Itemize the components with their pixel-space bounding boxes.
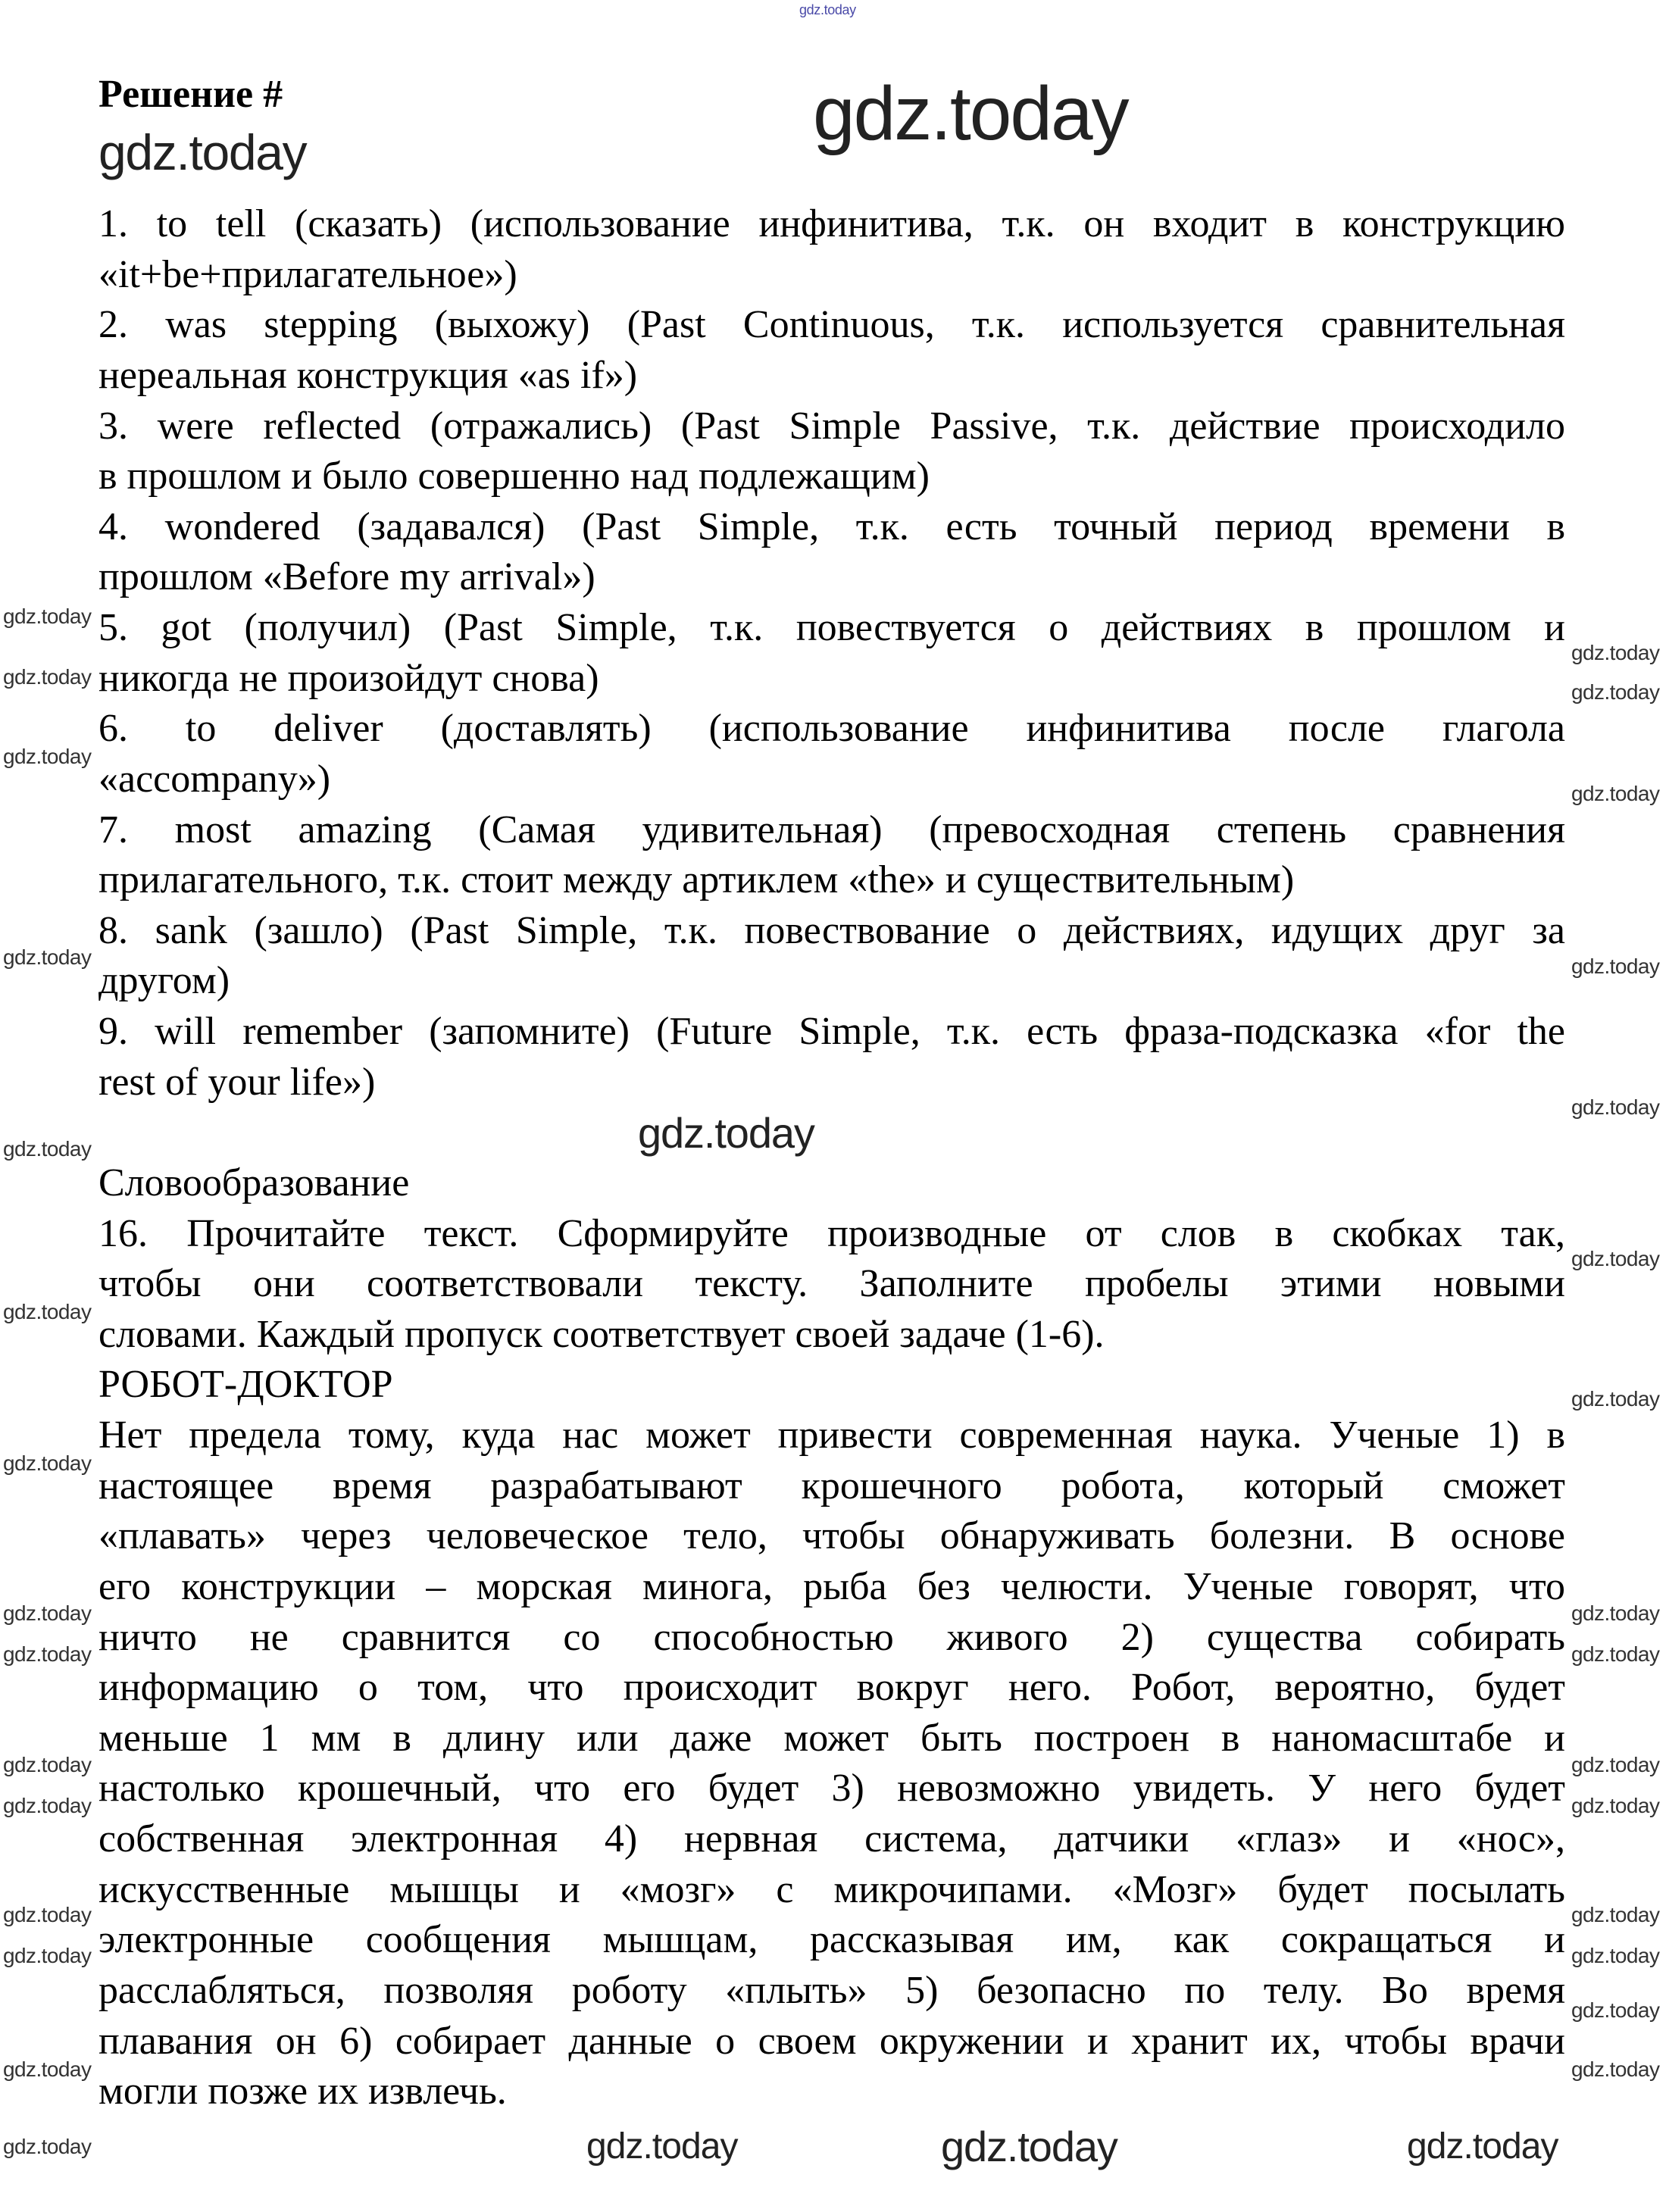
watermark: gdz.today — [3, 605, 92, 628]
text-line: настоящее время разрабатывают крошечного робота, который сможет — [98, 1464, 1565, 1507]
answer-line: 1. to tell (сказать) (использование инфинитива, т.к. он входит в конструкцию — [98, 202, 1565, 245]
watermark: gdz.today — [3, 945, 92, 969]
watermark: gdz.today — [3, 745, 92, 768]
answer-line: прилагательного, т.к. стоит между артиклем «the» и существительным) — [98, 858, 1295, 902]
watermark: gdz.today — [1571, 1944, 1660, 1967]
watermark: gdz.today — [3, 2057, 92, 2081]
spacer — [98, 1108, 1565, 1158]
task-line: словами. Каждый пропуск соответствует своей задаче (1-6). — [98, 1312, 1105, 1356]
answer-line: никогда не произойдут снова) — [98, 656, 599, 700]
text-line: электронные сообщения мышцам, рассказывая им, как сокращаться и — [98, 1918, 1565, 1962]
text-line: ничто не сравнится со способностью живого 2) существа собирать — [98, 1615, 1565, 1659]
answer-line: 2. was stepping (выхожу) (Past Continuous, т.к. используется сравнительная — [98, 303, 1565, 347]
watermark: gdz.today — [1571, 1998, 1660, 2022]
answer-line: 5. got (получил) (Past Simple, т.к. повествуется о действиях в прошлом и — [98, 606, 1565, 649]
watermark: gdz.today — [799, 2, 856, 17]
answer-line: 4. wondered (задавался) (Past Simple, т.к. есть точный период времени в — [98, 505, 1565, 548]
watermark: gdz.today — [3, 1300, 92, 1323]
text-title: РОБОТ-ДОКТОР — [98, 1363, 393, 1407]
text-line: информацию о том, что происходит вокруг него. Робот, вероятно, будет — [98, 1666, 1565, 1710]
watermark: gdz.today — [1571, 680, 1660, 704]
watermark: gdz.today — [1407, 2126, 1558, 2167]
answer-line: нереальная конструкция «as if») — [98, 353, 638, 397]
watermark: gdz.today — [813, 71, 1128, 156]
document-body — [98, 199, 1565, 2117]
text-line: настолько крошечный, что его будет 3) невозможно увидеть. У него будет — [98, 1767, 1565, 1811]
watermark: gdz.today — [3, 1642, 92, 1666]
text-line: его конструкции – морская минога, рыба без челюсти. Ученые говорят, что — [98, 1564, 1565, 1608]
watermark: gdz.today — [1571, 1387, 1660, 1411]
text-line: могли позже их извлечь. — [98, 2070, 507, 2114]
text-line: «плавать» через человеческое тело, чтобы обнаруживать болезни. В основе — [98, 1514, 1565, 1558]
answer-line: в прошлом и было совершенно над подлежащим) — [98, 455, 930, 498]
section-title: Словообразование — [98, 1161, 410, 1204]
task-line: чтобы они соответствовали тексту. Заполните пробелы этими новыми — [98, 1262, 1565, 1306]
watermark: gdz.today — [1571, 641, 1660, 664]
watermark: gdz.today — [1571, 1753, 1660, 1776]
watermark: gdz.today — [3, 1944, 92, 1967]
text-line: плавания он 6) собирает данные о своем окружении и хранит их, чтобы врачи — [98, 2019, 1565, 2063]
watermark: gdz.today — [1571, 1903, 1660, 1926]
watermark: gdz.today — [1571, 1794, 1660, 1817]
solution-heading: Решение # — [98, 73, 283, 116]
watermark: gdz.today — [1571, 2057, 1660, 2081]
watermark: gdz.today — [638, 1109, 814, 1157]
answer-line: 6. to deliver (доставлять) (использование инфинитива после глагола — [98, 707, 1565, 751]
watermark: gdz.today — [1571, 1601, 1660, 1625]
watermark: gdz.today — [3, 1903, 92, 1926]
answer-line: 7. most amazing (Самая удивительная) (превосходная степень сравнения — [98, 808, 1565, 851]
watermark: gdz.today — [1571, 954, 1660, 978]
text-line: расслабляться, позволяя роботу «плыть» 5) безопасно по телу. Во время — [98, 1968, 1565, 2012]
text-line: Нет предела тому, куда нас может привести современная наука. Ученые 1) в — [98, 1414, 1565, 1457]
watermark: gdz.today — [1571, 782, 1660, 805]
watermark: gdz.today — [3, 665, 92, 689]
watermark: gdz.today — [1571, 1247, 1660, 1270]
answer-line: 8. sank (зашло) (Past Simple, т.к. повествование о действиях, идущих друг за — [98, 908, 1565, 952]
watermark: gdz.today — [3, 1137, 92, 1161]
answer-line: прошлом «Before my arrival») — [98, 555, 595, 599]
task-line: 16. Прочитайте текст. Сформируйте производные от слов в скобках так, — [98, 1211, 1565, 1255]
watermark: gdz.today — [3, 1794, 92, 1817]
answer-line: другом) — [98, 959, 230, 1003]
watermark: gdz.today — [3, 1601, 92, 1625]
answer-line: 3. were reflected (отражались) (Past Simple Passive, т.к. действие происходило — [98, 404, 1565, 448]
watermark: gdz.today — [1571, 1095, 1660, 1119]
answer-line: «accompany») — [98, 757, 331, 801]
answer-line: rest of your life») — [98, 1060, 376, 1104]
text-line: собственная электронная 4) нервная система, датчики «глаз» и «нос», — [98, 1817, 1565, 1861]
answer-line: «it+be+прилагательное») — [98, 252, 517, 296]
watermark: gdz.today — [941, 2123, 1117, 2170]
text-line: искусственные мышцы и «мозг» с микрочипами. «Мозг» будет посылать — [98, 1867, 1565, 1911]
text-line: меньше 1 мм в длину или даже может быть построен в наномасштабе и — [98, 1716, 1565, 1760]
watermark: gdz.today — [98, 124, 307, 180]
watermark: gdz.today — [586, 2126, 738, 2167]
watermark: gdz.today — [3, 2135, 92, 2158]
watermark: gdz.today — [3, 1753, 92, 1776]
watermark: gdz.today — [3, 1451, 92, 1475]
answer-line: 9. will remember (запомните) (Future Simple, т.к. есть фраза-подсказка «for the — [98, 1010, 1565, 1053]
watermark: gdz.today — [1571, 1642, 1660, 1666]
